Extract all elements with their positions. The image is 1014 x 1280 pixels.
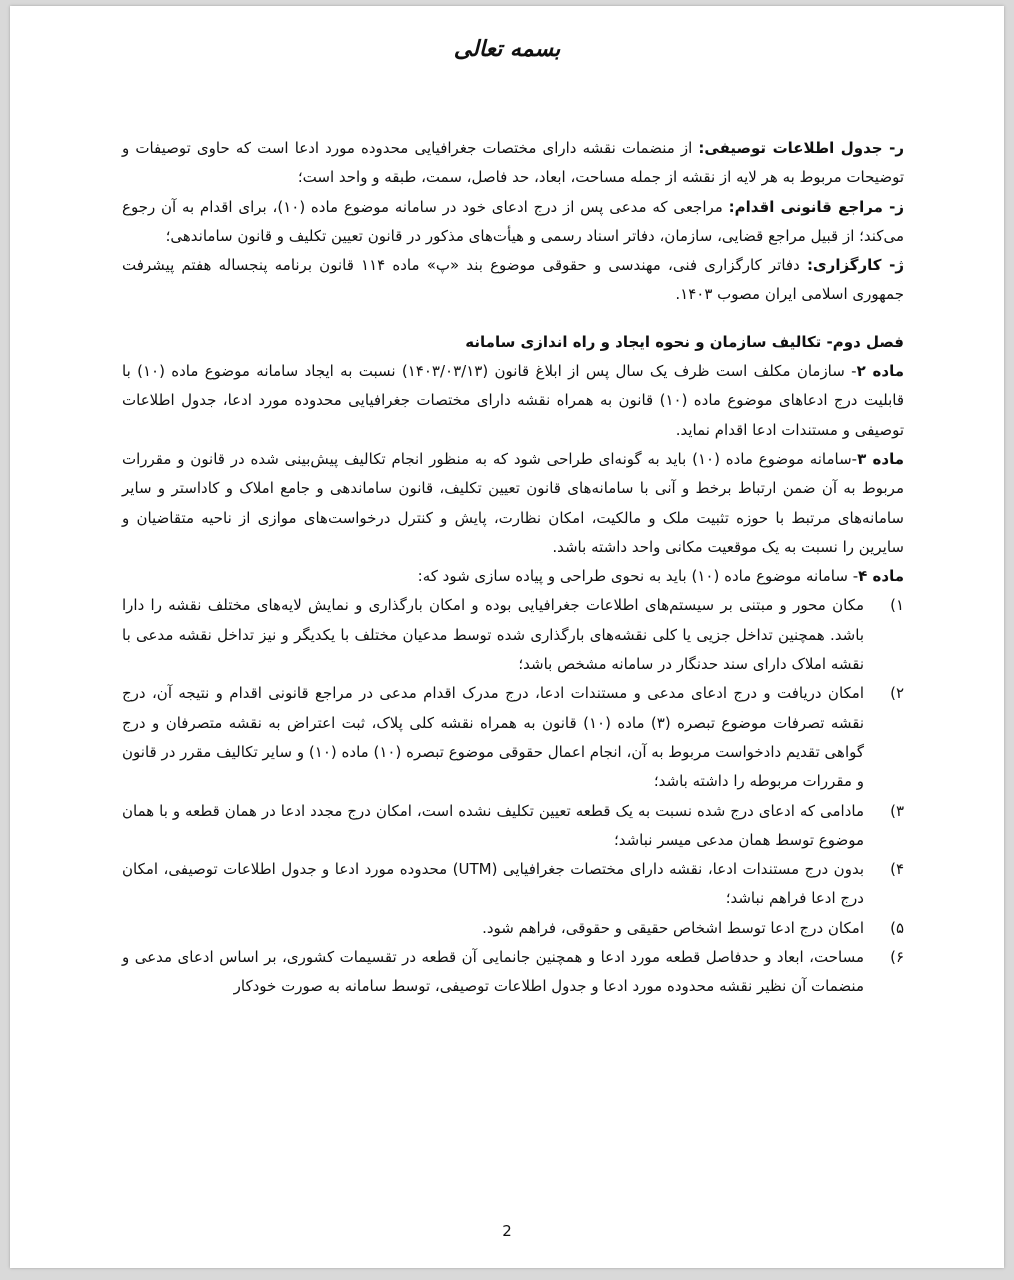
item-number: ۲) bbox=[890, 684, 904, 703]
requirements-list bbox=[122, 591, 904, 1001]
chapter-title: فصل دوم- تکالیف سازمان و نحوه ایجاد و راه اندازی سامانه bbox=[465, 332, 904, 351]
definition-term: ژ- کارگزاری: bbox=[806, 256, 904, 275]
definition-text: مراجعی که مدعی پس از درج ادعای خود در سامانه موضوع ماده (۱۰)، برای اقدام به آن رجوع می‌کند؛ از قبیل مراجع قضایی، سازمان، دفاتر اسناد رسمی و هیأت‌های مذکور در قانون تعیین تکلیف و قانون ساماندهی؛ bbox=[122, 197, 904, 245]
document-header: بسمه تعالی bbox=[453, 36, 561, 62]
article-label: ماده ۳ bbox=[857, 449, 904, 468]
article-text: - سامانه موضوع ماده (۱۰) باید به نحوی طراحی و پیاده سازی شود که: bbox=[417, 567, 859, 586]
definition-r bbox=[122, 134, 904, 193]
page-number: 2 bbox=[502, 1222, 512, 1240]
item-number: ۱) bbox=[890, 596, 904, 615]
list-item bbox=[122, 943, 904, 1002]
item-number: ۳) bbox=[890, 801, 904, 820]
definition-text: از منضمات نقشه دارای مختصات جغرافیایی محدوده مورد ادعا است که حاوی توصیفات و توضیحات مربوط به هر لایه از نقشه از جمله مساحت، ابعاد، حد فاصل، سمت، طبقه و واحد است؛ bbox=[122, 139, 904, 187]
document-body bbox=[122, 134, 904, 1002]
article-text: -سامانه موضوع ماده (۱۰) باید به گونه‌ای طراحی شود که به منظور انجام تکالیف پیش‌بینی شده در قانون و مقررات مربوط به آن ضمن ارتباط برخط و آنی با سامانه‌های قانون تعیین تکلیف، قانون ساماندهی و جامع املاک و کاداستر و سایر سامانه‌های مرتبط با حوزه تثبیت ملک و مالکیت، امکان نظارت، پایش و کنترل درخواست‌های موازی از ناحیه متقاضیان و سایرین را نسبت به یک موقعیت مکانی واحد داشته باشد. bbox=[122, 449, 904, 556]
definition-z bbox=[122, 193, 904, 252]
definition-zh bbox=[122, 251, 904, 310]
list-item bbox=[122, 679, 904, 796]
definition-term: ز- مراجع قانونی اقدام: bbox=[728, 197, 904, 216]
definition-text: دفاتر کارگزاری فنی، مهندسی و حقوقی موضوع بند «پ» ماده ۱۱۴ قانون برنامه پنجساله هفتم پیشرفت جمهوری اسلامی ایران مصوب ۱۴۰۳. bbox=[122, 256, 904, 304]
item-text: مادامی که ادعای درج شده نسبت به یک قطعه تعیین تکلیف نشده است، امکان درج مجدد ادعا در همان قطعه و با همان موضوع توسط همان مدعی میسر نباشد؛ bbox=[122, 801, 864, 849]
item-text: مساحت، ابعاد و حدفاصل قطعه مورد ادعا و همچنین جانمایی آن قطعه در تقسیمات کشوری، بر اساس ادعای مدعی و منضمات آن نظیر نقشه محدوده مورد ادعا و جدول اطلاعات توصیفی، توسط سامانه به صورت خودکار bbox=[122, 948, 864, 996]
list-item bbox=[122, 855, 904, 914]
item-text: مکان محور و مبتنی بر سیستم‌های اطلاعات جغرافیایی بوده و امکان بارگذاری و نمایش لایه‌های مختلف نقشه را دارا باشد. همچنین تداخل جزیی یا کلی نقشه‌های بارگذاری شده توسط مدعیان مختلف با یکدیگر و نیز تداخل نقشه مدعی با نقشه املاک دارای سند حدنگار در سامانه مشخص باشد؛ bbox=[122, 596, 864, 674]
list-item bbox=[122, 797, 904, 856]
item-number: ۵) bbox=[890, 918, 904, 937]
article-4 bbox=[122, 562, 904, 591]
article-label: ماده ۴ bbox=[858, 567, 904, 586]
article-2 bbox=[122, 357, 904, 445]
article-3 bbox=[122, 445, 904, 562]
item-text: امکان درج ادعا توسط اشخاص حقیقی و حقوقی، فراهم شود. bbox=[482, 918, 864, 937]
item-text: بدون درج مستندات ادعا، نقشه دارای مختصات جغرافیایی (UTM) محدوده مورد ادعا و جدول اطلاعات توصیفی، امکان درج ادعا فراهم نباشد؛ bbox=[122, 860, 864, 908]
article-text: - سازمان مکلف است ظرف یک سال پس از ابلاغ قانون (۱۴۰۳/۰۳/۱۳) نسبت به ایجاد سامانه موضوع ماده (۱۰) با قابلیت درج ادعاهای موضوع ماده (۱۰) قانون به همراه نقشه دارای مختصات جغرافیایی محدوده مورد ادعا، جدول اطلاعات توصیفی و مستندات ادعا اقدام نماید. bbox=[122, 362, 905, 439]
document-page bbox=[10, 6, 1004, 1268]
list-item bbox=[122, 591, 904, 679]
item-text: امکان دریافت و درج ادعای مدعی و مستندات ادعا، درج مدرک اقدام مدعی در مراجع قانونی اقدام و نتیجه آن، درج نقشه تصرفات موضوع تبصره (۳) ماده (۱۰) قانون به همراه نقشه کلی پلاک، ثبت اعتراض به نقشه متصرفان و درج گواهی تقدیم دادخواست مربوط به آن، انجام اعمال حقوقی موضوع تبصره (۱۰) ماده (۱۰) و سایر تکالیف مقرر در قانون و مقررات مربوطه را داشته باشد؛ bbox=[122, 684, 865, 791]
list-item bbox=[122, 914, 904, 943]
item-number: ۴) bbox=[890, 860, 904, 879]
item-number: ۶) bbox=[890, 948, 904, 967]
definition-term: ر- جدول اطلاعات توصیفی: bbox=[698, 139, 904, 157]
article-label: ماده ۲ bbox=[856, 362, 904, 381]
